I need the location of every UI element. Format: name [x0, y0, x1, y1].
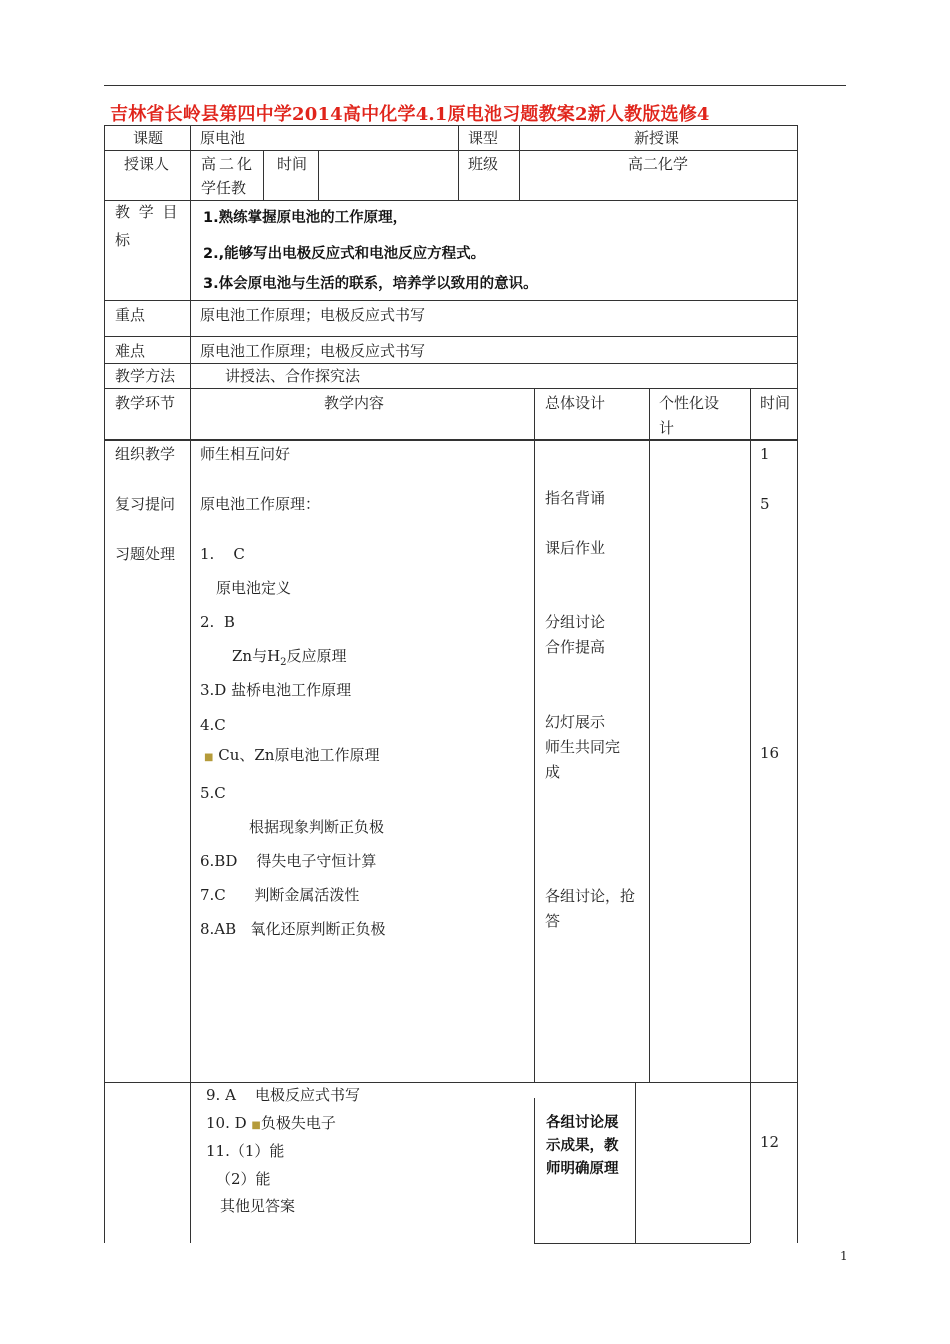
table-line: [104, 1082, 798, 1083]
content-line: 师生相互问好: [200, 445, 291, 463]
design-line: 各组讨论展: [546, 1115, 619, 1131]
design-line: 分组讨论: [545, 613, 606, 631]
design-line: 答: [545, 912, 561, 930]
time-value: 16: [760, 744, 780, 762]
time-value: 12: [760, 1133, 780, 1151]
table-line: [104, 300, 798, 301]
method-value: 讲授法、合作探究法: [225, 367, 361, 385]
type-value: 新授课: [634, 129, 680, 147]
table-line: [635, 1082, 636, 1243]
content-line: 4.C: [200, 716, 226, 734]
design-line: 示成果，教: [546, 1138, 619, 1154]
table-line: [104, 150, 798, 151]
table-line: [104, 363, 798, 364]
difficult-point-label: 难点: [115, 342, 146, 360]
table-line: [104, 439, 798, 441]
content-line: 根据现象判断正负极: [249, 818, 385, 836]
table-line: [649, 388, 650, 1082]
table-line: [534, 1098, 535, 1243]
goals-label: 标: [115, 231, 131, 249]
method-label: 教学方法: [115, 367, 176, 385]
column-header-design: 总体设计: [545, 394, 606, 412]
content-line: 6.BD 得失电子守恒计算: [200, 852, 377, 870]
class-value: 高二化学: [628, 155, 689, 173]
column-header-content: 教学内容: [324, 394, 385, 412]
type-label: 课型: [468, 129, 499, 147]
column-header-time: 时间: [760, 394, 791, 412]
table-line: [104, 388, 798, 389]
teacher-value: 学任教: [201, 179, 247, 197]
design-line: 幻灯展示: [545, 713, 606, 731]
time-value: 5: [760, 495, 770, 513]
subject-label: 课题: [133, 129, 164, 147]
table-line: [190, 125, 191, 1243]
teacher-value: 高二化: [201, 155, 256, 173]
time-value: 1: [760, 445, 770, 463]
content-line: 8.AB 氧化还原判断正负极: [200, 920, 386, 938]
goal-item: 1.熟练掌握原电池的工作原理，: [203, 210, 408, 226]
content-line: 10. D ■负极失电子: [206, 1114, 336, 1132]
design-line: 合作提高: [545, 638, 606, 656]
content-line: 原电池定义: [216, 579, 292, 597]
class-label: 班级: [468, 155, 499, 173]
content-line: 5.C: [200, 784, 226, 802]
goal-item: 2.,能够写出电极反应式和电池反应方程式。: [203, 246, 486, 262]
content-line: 9. A 电极反应式书写: [206, 1086, 360, 1104]
content-line: 1. C: [200, 545, 245, 563]
content-line: ■ Cu、Zn原电池工作原理: [204, 746, 380, 764]
bullet-mark: ■: [251, 1120, 261, 1131]
content-line: （2）能: [216, 1170, 271, 1188]
table-line: [104, 200, 798, 201]
header-rule: [104, 85, 846, 86]
table-line: [750, 388, 751, 1243]
content-line: 11.（1）能: [206, 1142, 285, 1160]
key-point-label: 重点: [115, 306, 146, 324]
table-line: [318, 150, 319, 200]
key-point-value: 原电池工作原理；电极反应式书写: [200, 306, 426, 324]
content-line: Zn与$H_2$反应原理: [232, 647, 347, 668]
stage-label: 习题处理: [115, 545, 176, 563]
table-line: [534, 388, 535, 1082]
page-title: 吉林省长岭县第四中学2014高中化学4.1原电池习题教案2新人教版选修4: [110, 104, 710, 125]
table-line: [458, 125, 459, 200]
content-line: 2. B: [200, 613, 235, 631]
time-label: 时间: [277, 155, 308, 173]
content-line: 3.D 盐桥电池工作原理: [200, 681, 352, 699]
table-line: [519, 125, 520, 200]
content-line: 其他见答案: [220, 1197, 296, 1215]
design-line: 指名背诵: [545, 489, 606, 507]
column-header-personal: 计: [659, 419, 675, 437]
design-line: 课后作业: [545, 539, 606, 557]
stage-label: 复习提问: [115, 495, 176, 513]
difficult-point-value: 原电池工作原理；电极反应式书写: [200, 342, 426, 360]
table-line: [104, 125, 798, 126]
content-line: 原电池工作原理：: [200, 495, 321, 513]
goal-item: 3.体会原电池与生活的联系，培养学以致用的意识。: [203, 276, 538, 292]
content-line: 7.C 判断金属活泼性: [200, 886, 360, 904]
column-header-stage: 教学环节: [115, 394, 176, 412]
table-line: [534, 1243, 750, 1244]
teacher-label: 授课人: [124, 155, 170, 173]
subject-value: 原电池: [200, 129, 246, 147]
design-line: 各组讨论，抢: [545, 887, 636, 905]
design-line: 师明确原理: [546, 1161, 619, 1177]
goals-label: 教 学 目: [115, 203, 180, 221]
table-line: [797, 125, 798, 1243]
table-line: [104, 336, 798, 337]
table-line: [104, 125, 105, 1243]
table-line: [263, 150, 264, 200]
bullet-mark: ■: [204, 752, 214, 763]
design-line: 师生共同完: [545, 738, 621, 756]
design-line: 成: [545, 763, 561, 781]
stage-label: 组织教学: [115, 445, 176, 463]
page-number: 1: [840, 1249, 848, 1263]
column-header-personal: 个性化设: [659, 394, 720, 412]
